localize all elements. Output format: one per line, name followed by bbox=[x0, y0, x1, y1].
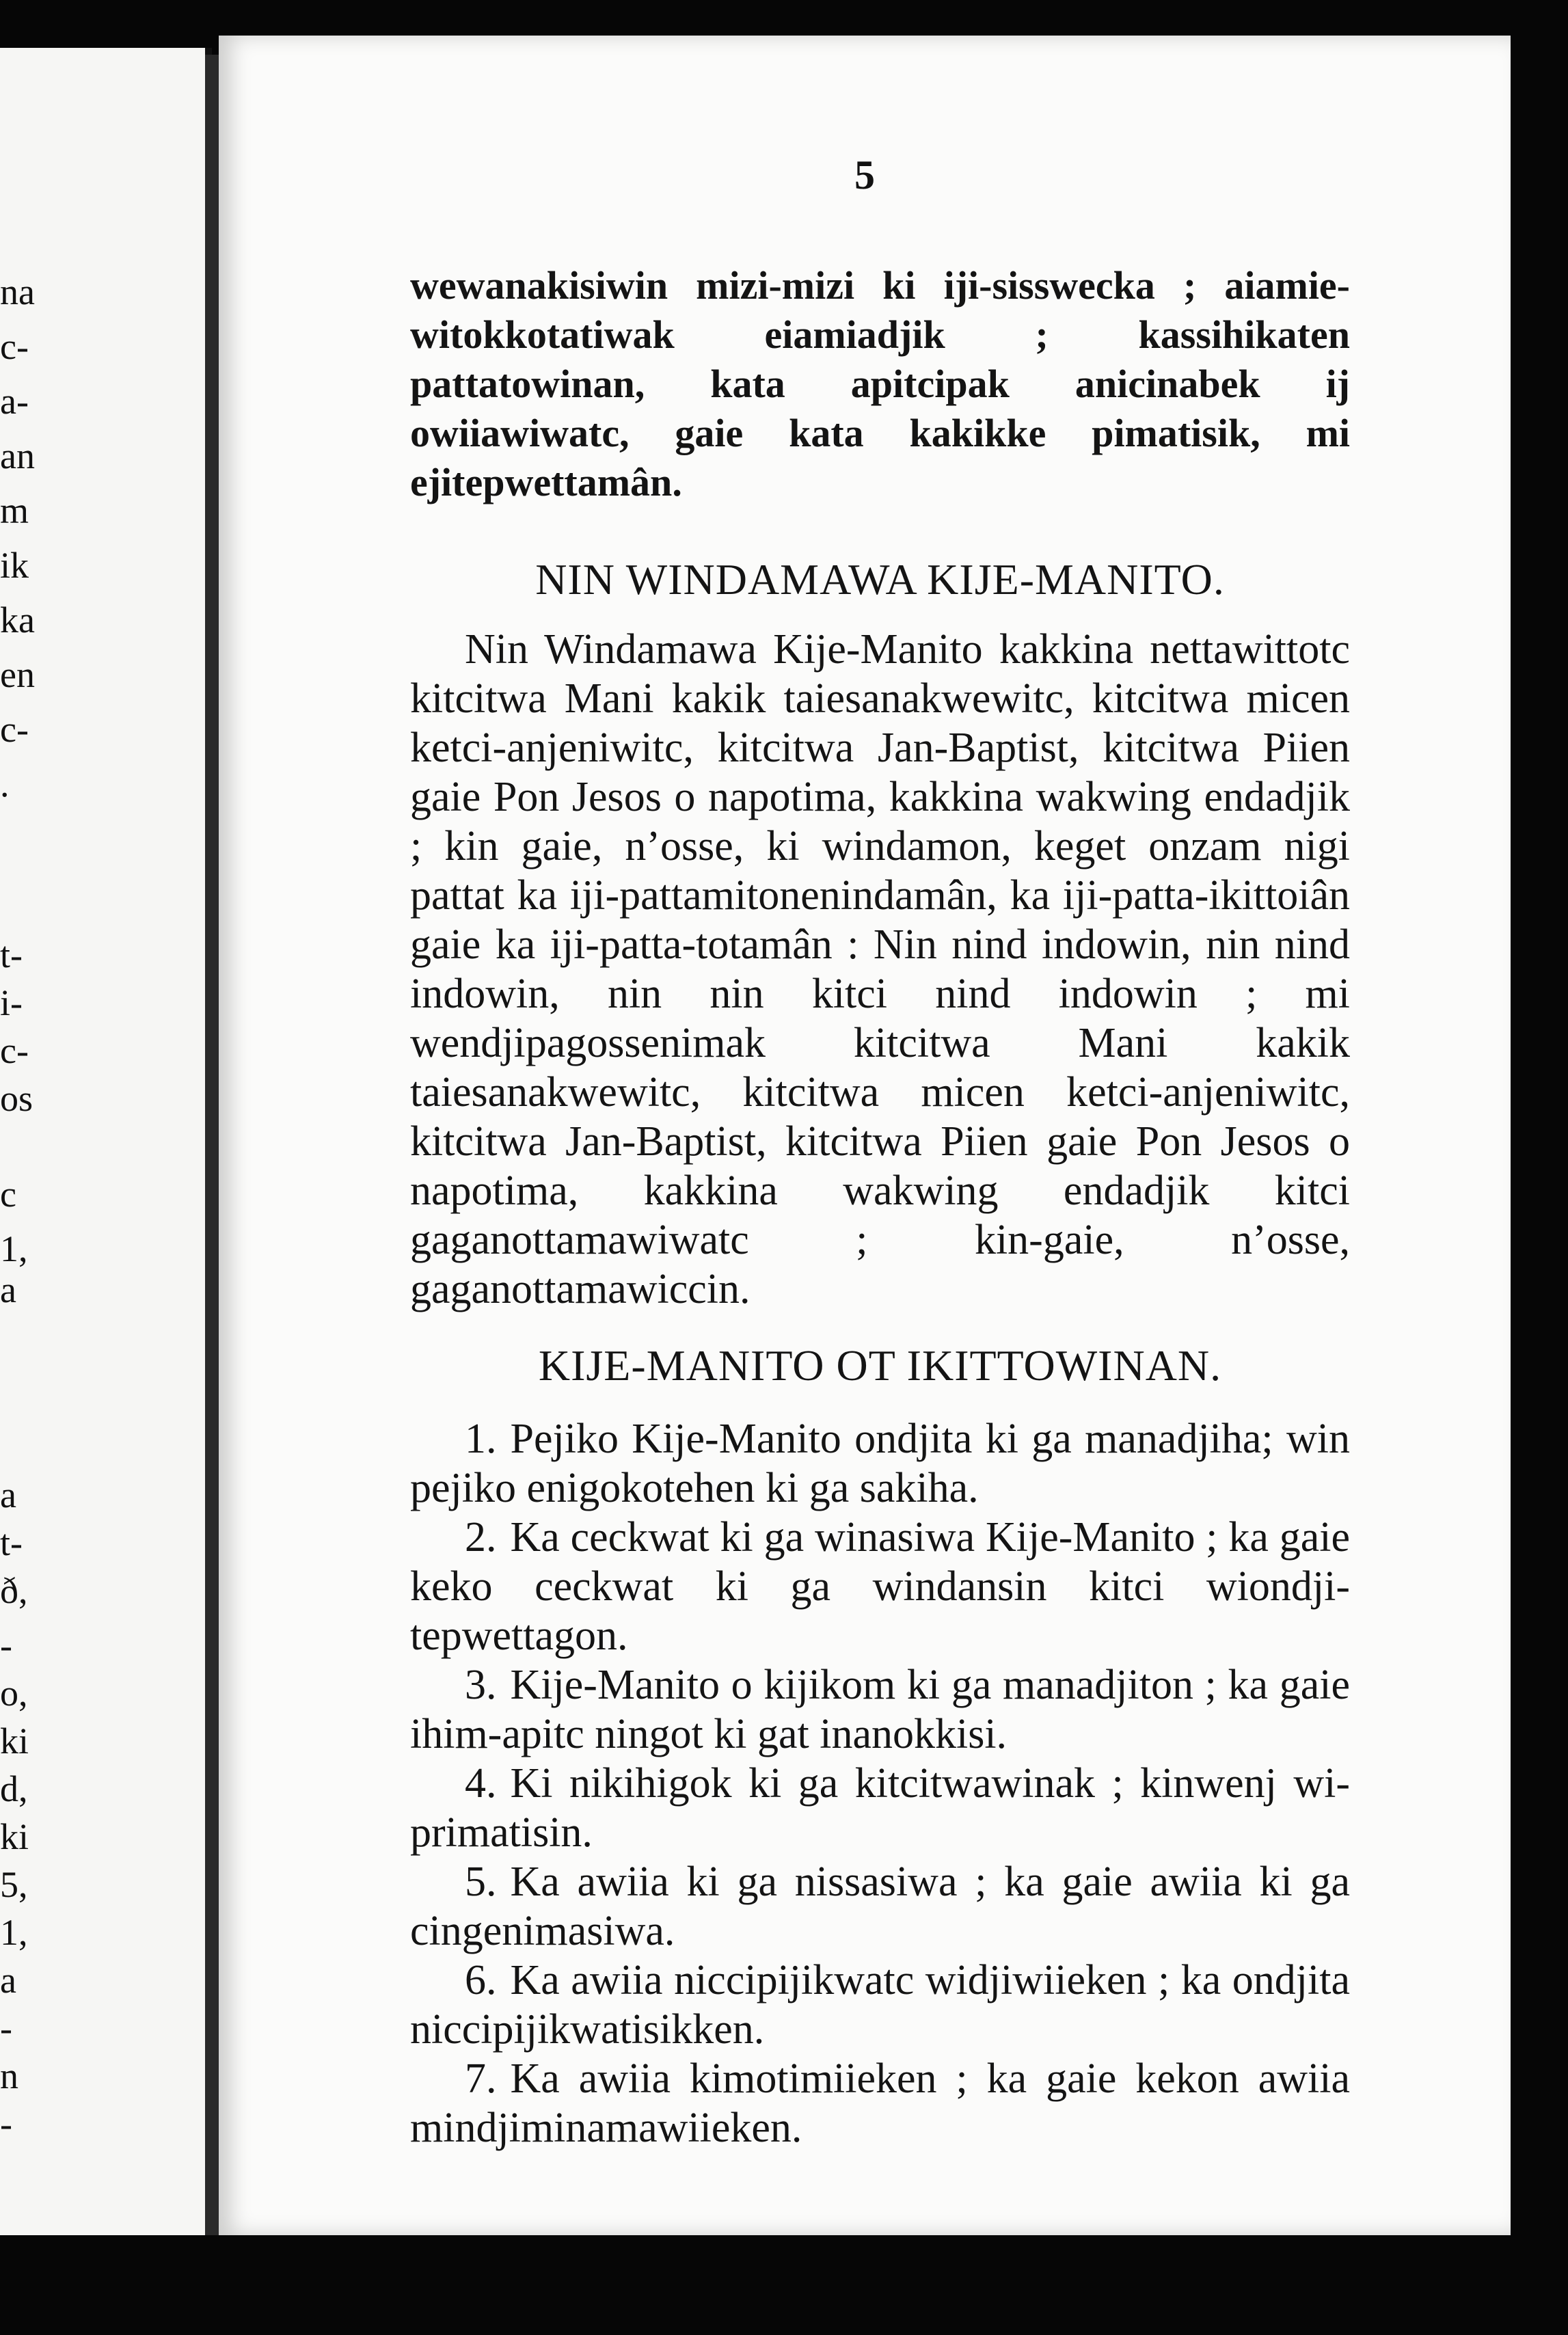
commandment-number: 5. bbox=[465, 1859, 497, 1905]
section-heading-ikittowinan: KIJE-MANITO OT IKITTOWINAN. bbox=[538, 1341, 1222, 1390]
previous-page-fragment: c bbox=[0, 1174, 16, 1215]
page-number: 5 bbox=[854, 152, 875, 198]
commandment-4 bbox=[410, 1759, 1350, 1857]
previous-page-fragment: n bbox=[0, 2055, 18, 2096]
intro-paragraph: wewanakisiwin mizi-mizi ki iji-sisswecka ; aiamie-witokkotatiwak eiamiadjik ; kassihikaten pattatowinan, kata apitcipak anicinabek ij owiiawiwatc, gaie kata kakikke pimatisik, mi ejitepwettamân. bbox=[410, 263, 1350, 504]
previous-page-fragment: . bbox=[0, 764, 10, 805]
previous-page-fragment: an bbox=[0, 435, 35, 476]
commandment-text: Pejiko Kije-Manito ondjita ki ga manadjiha; win pejiko enigokotehen ki ga sakiha. bbox=[410, 1416, 1350, 1511]
previous-page-fragment: ik bbox=[0, 545, 29, 586]
commandment-number: 3. bbox=[465, 1662, 497, 1708]
commandment-text: Ka awiia kimotimiieken ; ka gaie kekon awiia mindjiminamawiieken. bbox=[410, 2055, 1350, 2151]
section-heading-windamawa: NIN WINDAMAWA KIJE-MANITO. bbox=[535, 555, 1225, 604]
book-page bbox=[219, 36, 1511, 2235]
commandment-5 bbox=[410, 1857, 1350, 1956]
previous-page-fragment: c- bbox=[0, 326, 29, 367]
previous-page-fragment: ki bbox=[0, 1816, 29, 1857]
commandment-3 bbox=[410, 1660, 1350, 1759]
book-gutter bbox=[205, 55, 219, 2235]
commandment-6 bbox=[410, 1956, 1350, 2054]
previous-page-fragment: a bbox=[0, 1960, 16, 2001]
previous-page-fragment: i- bbox=[0, 982, 23, 1023]
previous-page-fragment: c- bbox=[0, 1030, 29, 1071]
previous-page-fragment: - bbox=[0, 2103, 12, 2144]
previous-page-fragment: o, bbox=[0, 1673, 28, 1714]
previous-page-fragment: ki bbox=[0, 1720, 29, 1762]
previous-page-fragment: a- bbox=[0, 381, 29, 422]
previous-page-edge bbox=[0, 48, 212, 2235]
commandment-number: 7. bbox=[465, 2055, 497, 2102]
commandment-text: Kije-Manito o kijikom ki ga manadjiton ; ka gaie ihim-apitc ningot ki gat inanokkisi. bbox=[410, 1662, 1350, 1757]
commandment-text: Ka ceckwat ki ga winasiwa Kije-Manito ; ka gaie keko ceckwat ki ga windansin kitci wiondji-tepwettagon. bbox=[410, 1514, 1350, 1659]
previous-page-fragment: 5, bbox=[0, 1864, 28, 1905]
previous-page-fragment: d, bbox=[0, 1768, 28, 1809]
previous-page-fragment: en bbox=[0, 654, 35, 695]
previous-page-fragment: na bbox=[0, 271, 35, 312]
commandment-number: 4. bbox=[465, 1760, 497, 1807]
confession-paragraph: Nin Windamawa Kije-Manito kakkina nettawittotc kitcitwa Mani kakik taiesanakwewitc, kitcitwa micen ketci-anjeniwitc, kitcitwa Jan-Baptist, kitcitwa Piien gaie Pon Jesos o napotima, kakkina wakwing endadjik ; kin gaie, n’osse, ki windamon, keget onzam nigi pattat ka iji-pattamitonenindamân, ka iji-patta-ikittoiân gaie ka iji-patta-totamân : Nin nind indowin, nin nind indowin, nin nin kitci nind indowin ; mi wendjipagossenimak kitcitwa Mani kakik taiesanakwewitc, kitcitwa micen ketci-anjeniwitc, kitcitwa Jan-Baptist, kitcitwa Piien gaie Pon Jesos o napotima, kakkina wakwing endadjik kitci gaganottamawiwatc ; kin-gaie, n’osse, gaganottamawiccin. bbox=[410, 626, 1350, 1312]
previous-page-fragment: c- bbox=[0, 709, 29, 750]
previous-page-fragment: 1, bbox=[0, 1228, 28, 1269]
commandment-1 bbox=[410, 1414, 1350, 1513]
previous-page-fragment: m bbox=[0, 490, 29, 531]
commandment-number: 1. bbox=[465, 1416, 497, 1462]
commandment-text: Ka awiia ki ga nissasiwa ; ka gaie awiia ki ga cingenimasiwa. bbox=[410, 1859, 1350, 1954]
previous-page-fragment: t- bbox=[0, 1522, 23, 1563]
commandment-text: Ka awiia niccipijikwatc widjiwiieken ; ka ondjita niccipijikwatisikken. bbox=[410, 1957, 1350, 2053]
commandment-number: 2. bbox=[465, 1514, 497, 1561]
previous-page-fragment: 1, bbox=[0, 1912, 28, 1953]
previous-page-fragment: a bbox=[0, 1269, 16, 1310]
previous-page-fragment: ka bbox=[0, 599, 35, 640]
previous-page-fragment: a bbox=[0, 1474, 16, 1515]
previous-page-fragment: - bbox=[0, 2008, 12, 2049]
previous-page-fragment: - bbox=[0, 1625, 12, 1666]
page-content bbox=[410, 261, 1350, 2152]
commandment-number: 6. bbox=[465, 1957, 497, 2003]
previous-page-fragment: t- bbox=[0, 934, 23, 975]
commandment-text: Ki nikihigok ki ga kitcitwawinak ; kinwenj wi-primatisin. bbox=[410, 1760, 1350, 1856]
previous-page-fragment: ð, bbox=[0, 1570, 28, 1611]
commandment-2 bbox=[410, 1513, 1350, 1660]
previous-page-fragment: os bbox=[0, 1078, 33, 1119]
commandment-7 bbox=[410, 2054, 1350, 2152]
